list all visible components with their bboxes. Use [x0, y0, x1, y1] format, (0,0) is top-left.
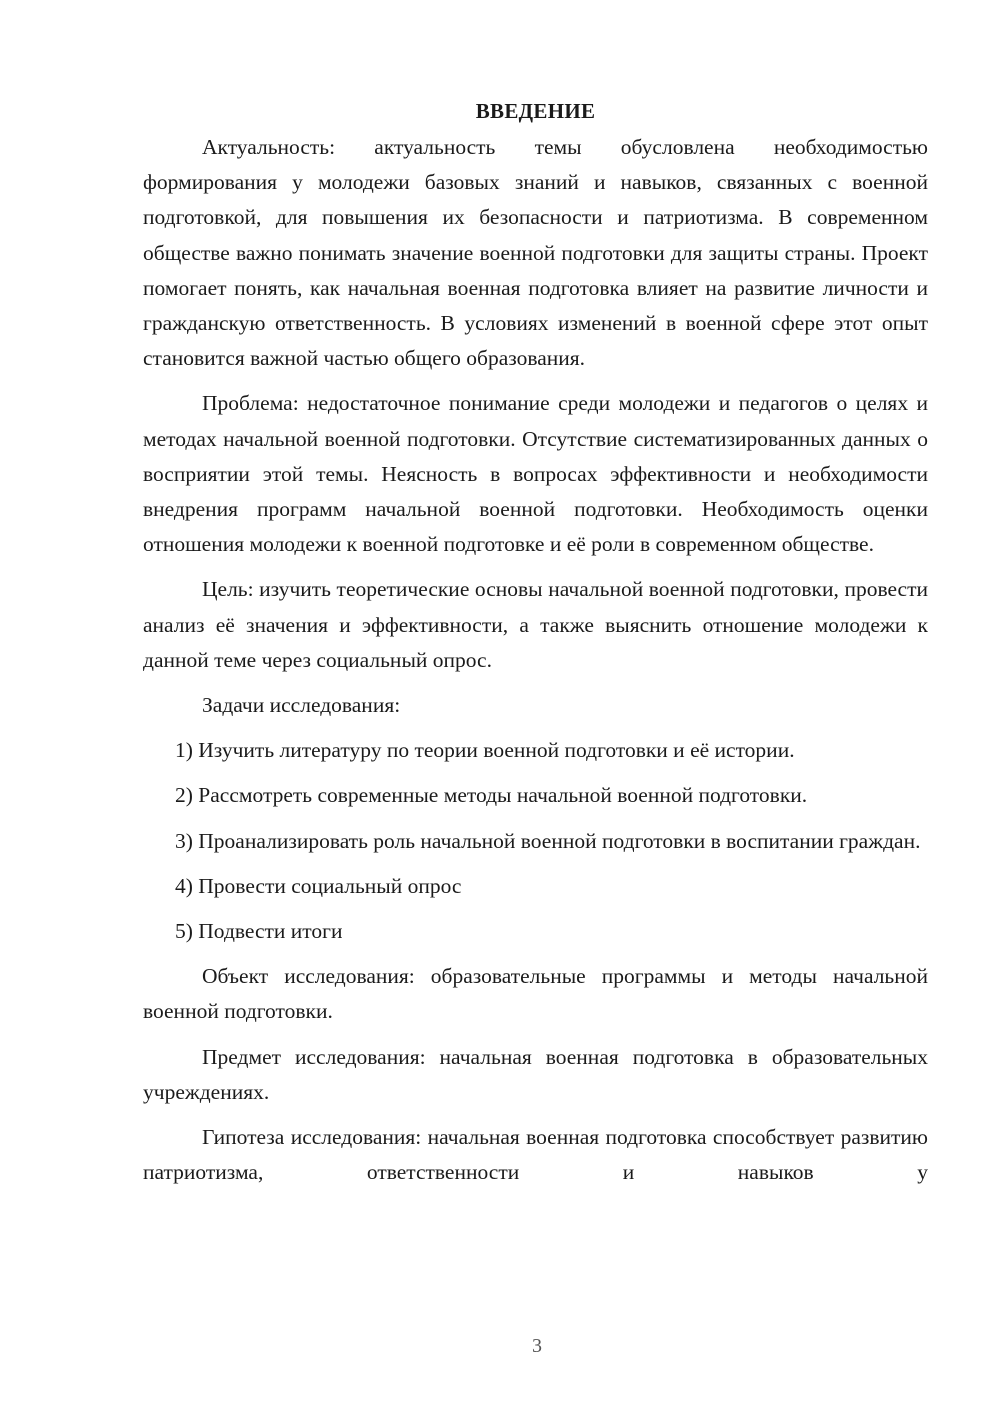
goal-paragraph: Цель: изучить теоретические основы начальной военной подготовки, провести анализ её значения и эффективности, а также выяснить отношение молодежи к данной теме через социальный опрос.	[143, 577, 928, 672]
task-item-4: 4) Провести социальный опрос	[175, 873, 462, 898]
object-paragraph: Объект исследования: образовательные программы и методы начальной военной подготовки.	[143, 964, 928, 1024]
task-item-3: 3) Проанализировать роль начальной военной подготовки в воспитании граждан.	[175, 828, 921, 853]
hypothesis-paragraph: Гипотеза исследования: начальная военная подготовка способствует развитию патриотизма, ответственности и навыков у	[143, 1125, 928, 1185]
task-item-5: 5) Подвести итоги	[175, 919, 343, 944]
subject-paragraph: Предмет исследования: начальная военная подготовка в образовательных учреждениях.	[143, 1044, 928, 1104]
tasks-title: Задачи исследования:	[202, 693, 401, 718]
problem-paragraph: Проблема: недостаточное понимание среди молодежи и педагогов о целях и методах начальной военной подготовки. Отсутствие систематизированных данных о восприятии этой темы. Неясность в вопросах эффективности и необходимости внедрения программ начальной военной подготовки. Необходимость оценки отношения молодежи к военной подготовке и её роли в современном обществе.	[143, 391, 928, 557]
page-number: 3	[532, 1335, 542, 1357]
section-heading: ВВЕДЕНИЕ	[475, 99, 596, 123]
document-page	[143, 96, 928, 1200]
task-item-2: 2) Рассмотреть современные методы начальной военной подготовки.	[175, 783, 808, 808]
relevance-paragraph: Актуальность: актуальность темы обусловлена необходимостью формирования у молодежи базовых знаний и навыков, связанных с военной подготовкой, для повышения их безопасности и патриотизма. В современном обществе важно понимать значение военной подготовки для защиты страны. Проект помогает понять, как начальная военная подготовка влияет на развитие личности и гражданскую ответственность. В условиях изменений в военной сфере этот опыт становится важной частью общего образования.	[143, 135, 928, 371]
task-item-1: 1) Изучить литературу по теории военной подготовки и её истории.	[175, 738, 795, 763]
